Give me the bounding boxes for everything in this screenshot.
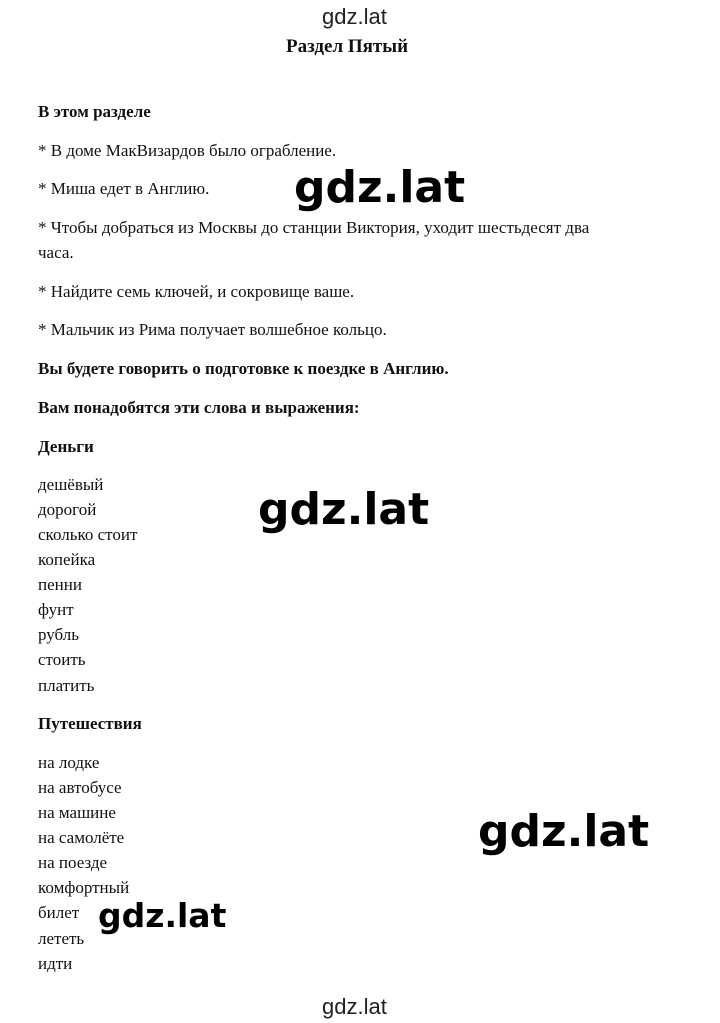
travel-word: на поезде bbox=[38, 853, 108, 872]
money-word: рубль bbox=[38, 625, 80, 644]
money-word: пенни bbox=[38, 575, 82, 594]
travel-word: комфортный bbox=[38, 878, 130, 897]
travel-word: билет bbox=[38, 903, 80, 922]
watermark-overlay: gdz.lat bbox=[294, 162, 466, 213]
section-item-continuation: часа. bbox=[38, 243, 74, 262]
travel-word: на лодке bbox=[38, 753, 100, 772]
vocab-intro: Вам понадобятся эти слова и выражения: bbox=[38, 398, 360, 417]
section-item: * Чтобы добраться из Москвы до станции Виктория, уходит шестьдесят два bbox=[38, 218, 590, 237]
watermark-overlay: gdz.lat bbox=[98, 896, 227, 935]
money-word: фунт bbox=[38, 600, 74, 619]
money-word: копейка bbox=[38, 550, 96, 569]
footer-watermark: gdz.lat bbox=[322, 994, 387, 1019]
section-heading: В этом разделе bbox=[38, 102, 151, 121]
section-item: * Мальчик из Рима получает волшебное кольцо. bbox=[38, 320, 387, 339]
money-word: сколько стоит bbox=[38, 525, 138, 544]
section-item: * В доме МакВизардов было ограбление. bbox=[38, 141, 337, 160]
money-word: платить bbox=[38, 676, 95, 695]
watermark-overlay: gdz.lat bbox=[478, 806, 650, 857]
money-heading: Деньги bbox=[38, 437, 94, 456]
travel-word: на автобусе bbox=[38, 778, 122, 797]
header-watermark: gdz.lat bbox=[322, 4, 387, 29]
travel-word: на самолёте bbox=[38, 828, 125, 847]
money-word: стоить bbox=[38, 650, 86, 669]
money-word: дорогой bbox=[38, 500, 97, 519]
watermark-overlay: gdz.lat bbox=[258, 484, 430, 535]
intro-text: Вы будете говорить о подготовке к поездке в Англию. bbox=[38, 359, 449, 378]
section-item: * Миша едет в Англию. bbox=[38, 179, 210, 198]
money-word: дешёвый bbox=[38, 475, 104, 494]
travel-word: лететь bbox=[38, 929, 85, 948]
section-item: * Найдите семь ключей, и сокровище ваше. bbox=[38, 282, 355, 301]
travel-word: на машине bbox=[38, 803, 116, 822]
travel-word: идти bbox=[38, 954, 73, 973]
travel-heading: Путешествия bbox=[38, 714, 142, 733]
page-title: Раздел Пятый bbox=[286, 36, 409, 57]
